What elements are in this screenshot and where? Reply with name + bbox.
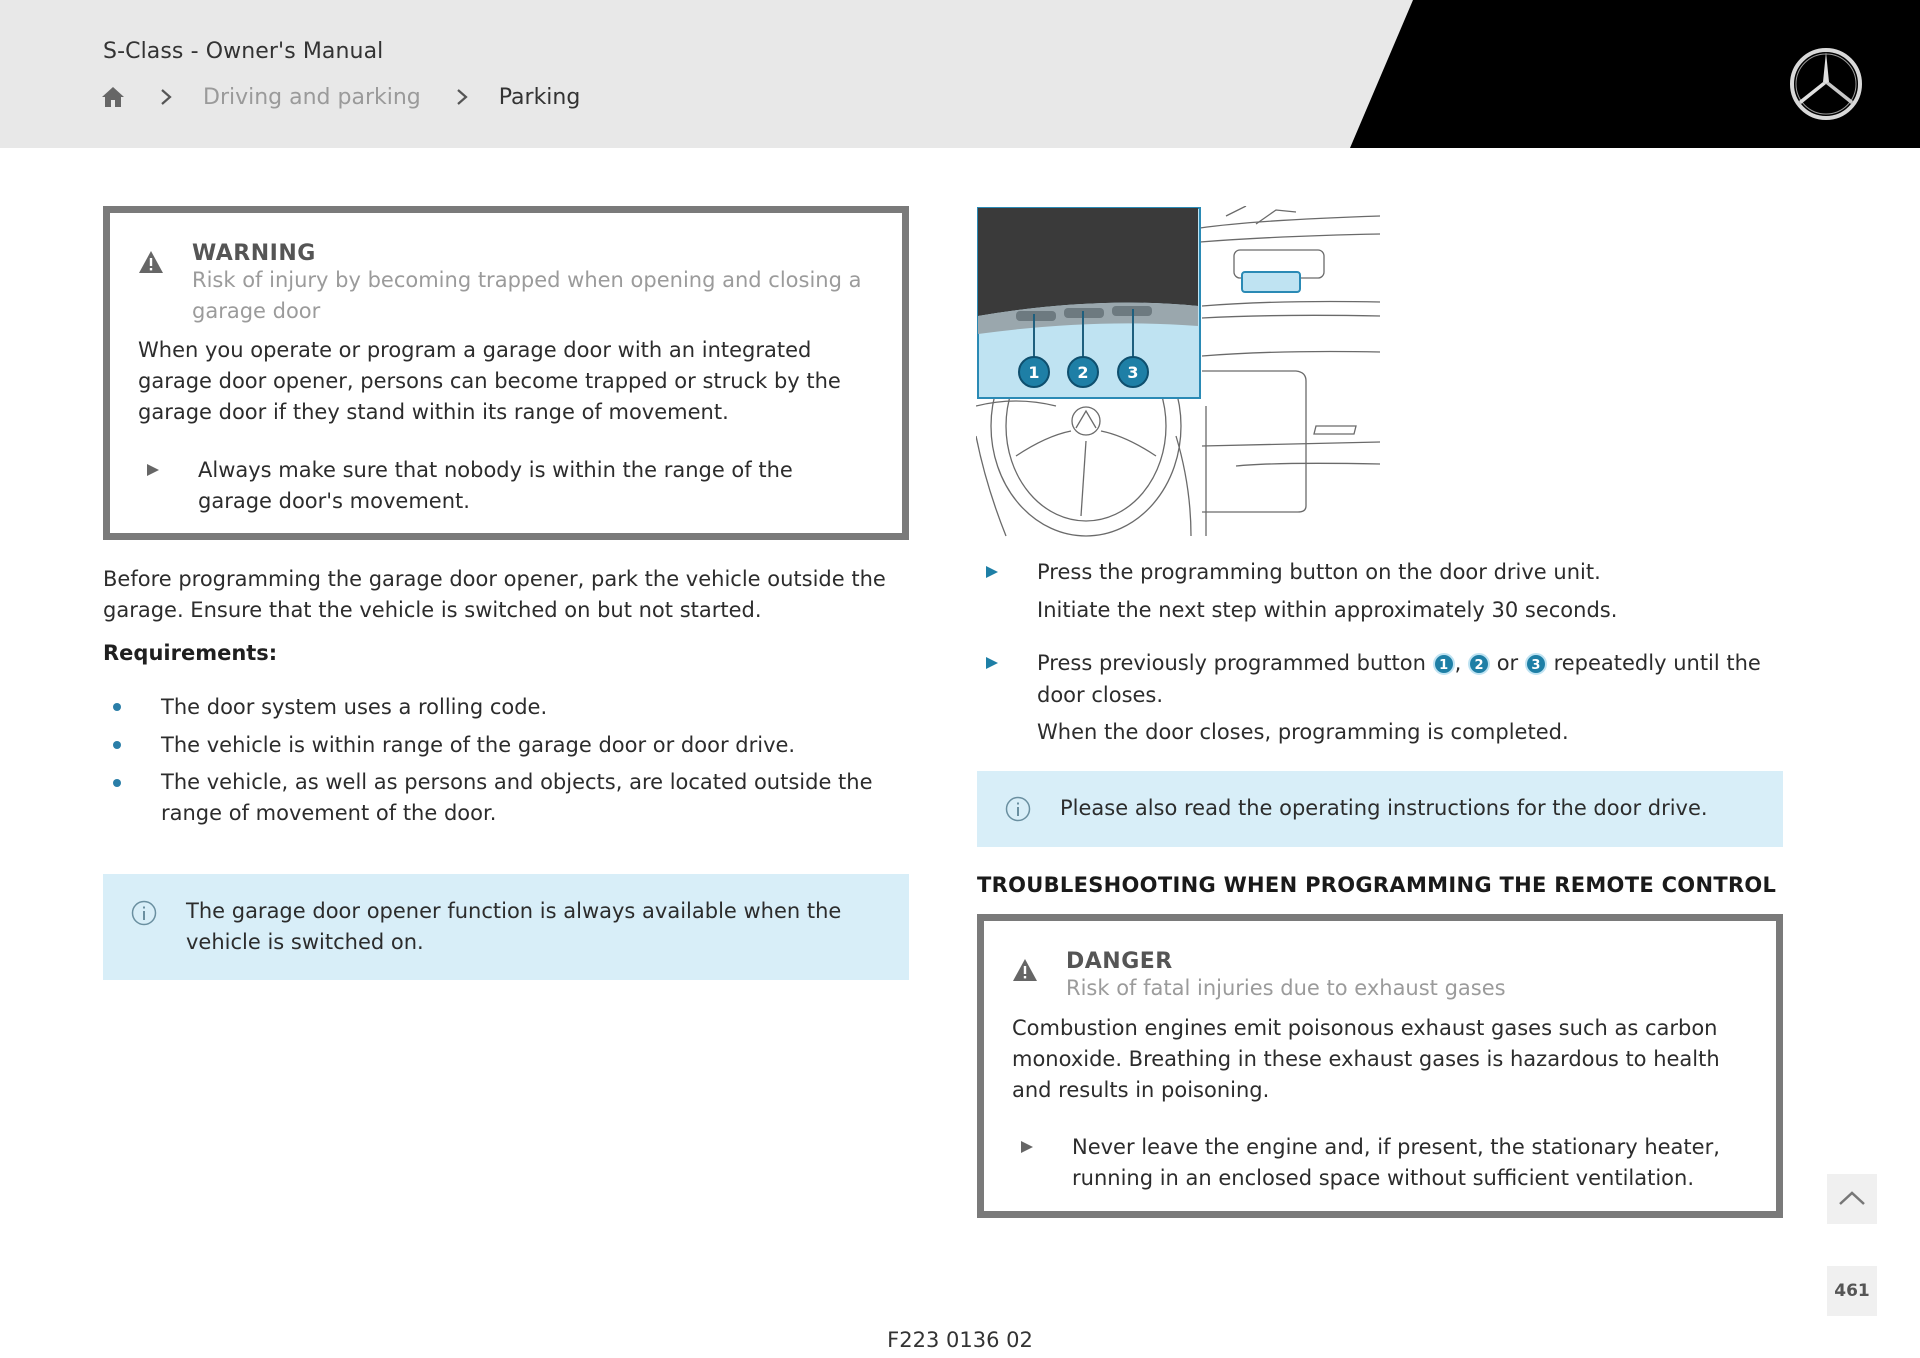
- step-arrow-icon: [985, 565, 999, 579]
- requirement-item: The door system uses a rolling code.: [161, 695, 548, 719]
- step-arrow-icon: [985, 656, 999, 670]
- info-text-availability: The garage door opener function is always available when the vehicle is switched on.: [186, 899, 842, 954]
- info-icon: [1005, 796, 1031, 822]
- info-text-door-drive: Please also read the operating instructions for the door drive.: [1060, 796, 1708, 820]
- requirement-item: The vehicle, as well as persons and objects, are located outside the range of movement of the door.: [161, 770, 873, 825]
- warning-triangle-icon: [138, 250, 164, 274]
- danger-title: DANGER: [1066, 949, 1173, 974]
- page-number-button[interactable]: [1827, 1266, 1877, 1316]
- page-number: 461: [1834, 1281, 1870, 1301]
- button-badge-3: 3: [1525, 653, 1547, 675]
- chevron-right-icon: [455, 87, 469, 107]
- callout-label-2: 2: [1077, 363, 1089, 382]
- warning-body: When you operate or program a garage door with an integrated garage door opener, persons can become trapped or struck by the garage door if they stand within its range of movement.: [138, 338, 841, 424]
- requirements-heading: Requirements:: [103, 641, 278, 665]
- scroll-to-top-button[interactable]: [1827, 1174, 1877, 1224]
- figure-id: F223 0136 02: [887, 1328, 1033, 1352]
- step-2-suffix: repeatedly until the: [1553, 651, 1761, 675]
- info-box-door-drive: [977, 771, 1783, 847]
- info-box-availability: [103, 874, 909, 980]
- list-bullet: [113, 703, 121, 711]
- danger-subtitle: Risk of fatal injuries due to exhaust gases: [1066, 976, 1506, 1000]
- danger-instruction: Never leave the engine and, if present, the stationary heater, running in an enclosed space without sufficient ventilation.: [1072, 1135, 1720, 1190]
- danger-body: Combustion engines emit poisonous exhaust gases such as carbon monoxide. Breathing in these exhaust gases is hazardous to health and results in poisoning.: [1012, 1016, 1720, 1102]
- danger-box: [977, 914, 1783, 1218]
- button-badge-2: 2: [1468, 653, 1490, 675]
- overhead-control-panel-illustration: [976, 206, 1381, 538]
- breadcrumb: [101, 82, 580, 112]
- troubleshooting-heading: TROUBLESHOOTING WHEN PROGRAMMING THE REMOTE CONTROL: [977, 873, 1777, 897]
- step-2-comma: ,: [1454, 651, 1462, 675]
- list-bullet: [113, 741, 121, 749]
- chevron-up-icon: [1827, 1174, 1877, 1224]
- warning-subtitle: Risk of injury by becoming trapped when opening and closing a garage door: [192, 268, 862, 323]
- manual-title: S-Class - Owner's Manual: [103, 39, 384, 64]
- button-badge-1: 1: [1433, 653, 1455, 675]
- step-1-text: Press the programming button on the door drive unit.: [1037, 560, 1601, 584]
- step-2-text: [1037, 648, 1827, 679]
- mercedes-star-logo[interactable]: [1788, 46, 1864, 122]
- instruction-arrow-icon: [1020, 1140, 1034, 1154]
- warning-title: WARNING: [192, 241, 316, 266]
- warning-box: [103, 206, 909, 540]
- page-header: [0, 0, 1920, 148]
- intro-paragraph: Before programming the garage door opener, park the vehicle outside the garage. Ensure that the vehicle is switched on but not started.: [103, 567, 886, 622]
- chevron-right-icon: [159, 87, 173, 107]
- step-1-note: Initiate the next step within approximately 30 seconds.: [1037, 598, 1618, 622]
- breadcrumb-current-parking: Parking: [498, 84, 581, 110]
- callout-label-1: 1: [1028, 363, 1040, 382]
- breadcrumb-link-driving-and-parking[interactable]: Driving and parking: [203, 84, 421, 110]
- warning-triangle-icon: [1012, 958, 1038, 982]
- home-icon[interactable]: [101, 85, 125, 109]
- step-2-note: When the door closes, programming is completed.: [1037, 720, 1569, 744]
- warning-instruction: Always make sure that nobody is within the range of the garage door's movement.: [198, 458, 793, 513]
- step-2-continuation: door closes.: [1037, 683, 1164, 707]
- requirement-item: The vehicle is within range of the garage door or door drive.: [161, 733, 796, 757]
- info-icon: [131, 900, 157, 926]
- header-black-panel: [0, 0, 1920, 148]
- instruction-arrow-icon: [146, 463, 160, 477]
- callout-label-3: 3: [1127, 363, 1139, 382]
- step-2-or: or: [1496, 651, 1519, 675]
- step-2-prefix: Press previously programmed button: [1037, 651, 1426, 675]
- list-bullet: [113, 779, 121, 787]
